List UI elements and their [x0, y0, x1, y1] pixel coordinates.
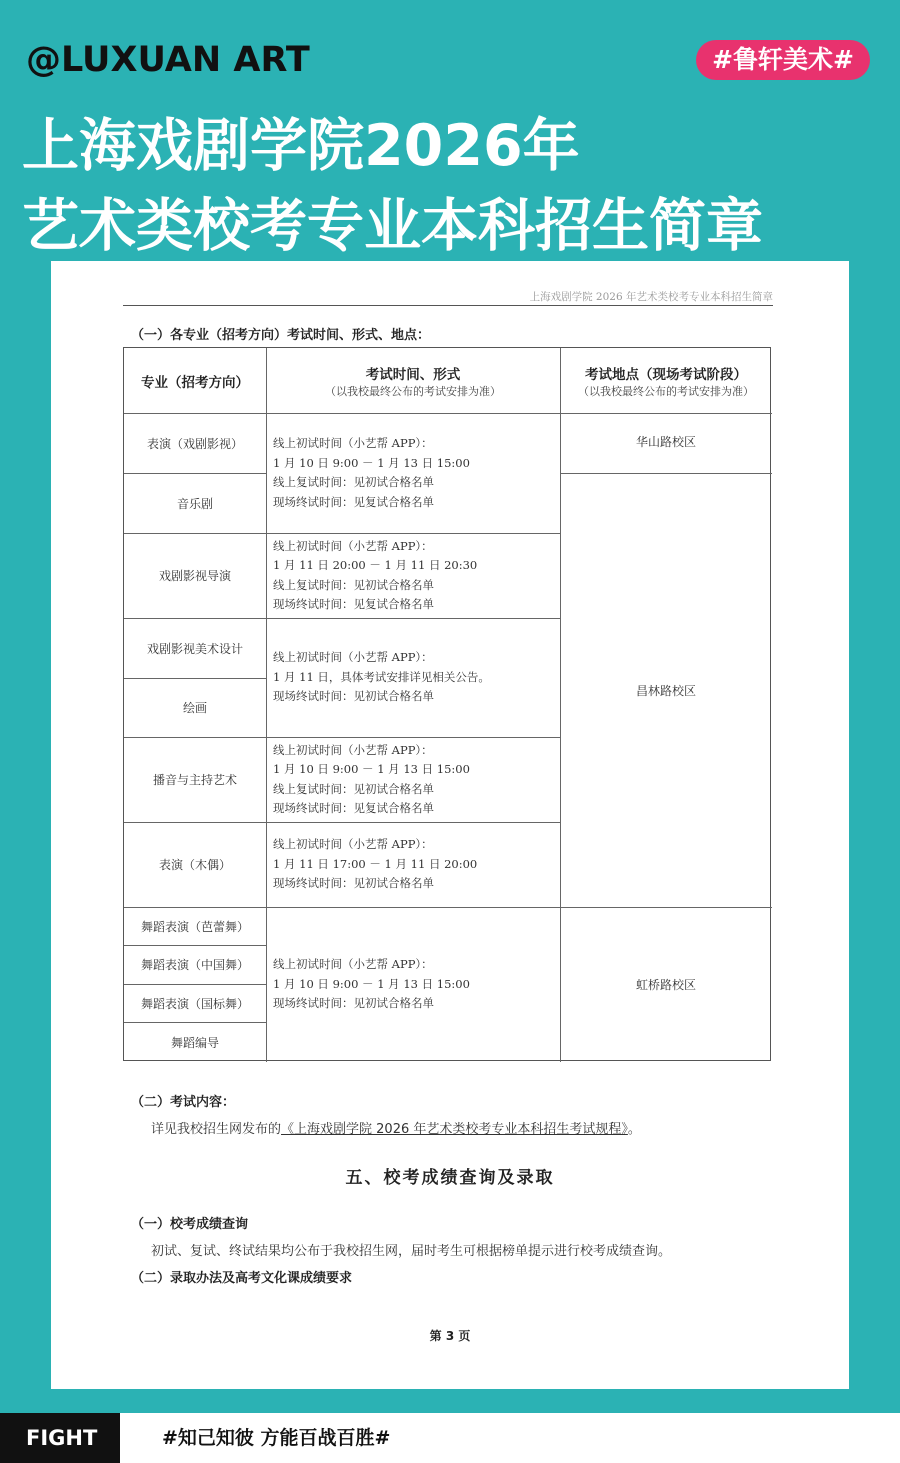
exam-info-line: 1 月 10 日 9:00 － 1 月 13 日 15:00	[273, 762, 470, 776]
header-exam-location-main: 考试地点（现场考试阶段）	[585, 366, 747, 383]
hashtag-badge: #鲁轩美术#	[696, 40, 870, 80]
major-cell: 舞蹈编导	[170, 1035, 219, 1050]
exam-info-line: 线上初试时间（小艺帮 APP）：	[273, 957, 433, 972]
header-exam-time-note: （以我校最终公布的考试安排为准）	[325, 384, 501, 398]
exam-info-line: 现场终试时间：见初试合格名单	[273, 689, 434, 704]
exam-info-line: 1 月 11 日，具体考试安排详见相关公告。	[273, 669, 490, 684]
document-page	[51, 261, 849, 1389]
footer-bar	[0, 1413, 900, 1463]
chapter-title: 五、校考成绩查询及录取	[345, 1168, 555, 1188]
exam-info-cell	[266, 533, 560, 618]
exam-content-suffix: 。	[627, 1122, 641, 1137]
exam-info-line: 线上初试时间（小艺帮 APP）：	[273, 650, 433, 665]
exam-info-line: 现场终试时间：见初试合格名单	[273, 876, 434, 891]
header-exam-location	[560, 348, 772, 413]
location-cell: 虹桥路校区	[635, 978, 696, 992]
page-title-line-2: 艺术类校考专业本科招生简章	[22, 193, 763, 259]
exam-info-cell	[266, 618, 560, 737]
exam-info-cell	[266, 907, 560, 1062]
section-heading-score-query: （一）校考成绩查询	[131, 1217, 249, 1232]
exam-info-line: 1 月 11 日 17:00 － 1 月 11 日 20:00	[273, 856, 478, 871]
major-cell: 舞蹈表演（芭蕾舞）	[140, 919, 249, 934]
major-cell: 绘画	[182, 701, 207, 715]
major-cell: 戏剧影视导演	[158, 569, 231, 583]
exam-info-line: 线上初试时间（小艺帮 APP）：	[273, 436, 433, 450]
major-cell: 音乐剧	[176, 496, 213, 511]
major-cell: 表演（木偶）	[158, 858, 231, 872]
exam-info-line: 现场终试时间：见复试合格名单	[273, 597, 434, 611]
major-cell: 舞蹈表演（国标舞）	[140, 996, 249, 1011]
exam-info-line: 1 月 11 日 20:00 － 1 月 11 日 20:30	[273, 558, 478, 572]
exam-info-line: 现场终试时间：见复试合格名单	[273, 494, 434, 509]
major-cell: 表演（戏剧影视）	[146, 436, 243, 451]
exam-schedule-table	[123, 347, 771, 1061]
exam-info-cell	[266, 413, 560, 533]
exam-info-line: 现场终试时间：见初试合格名单	[273, 996, 434, 1011]
header-major: 专业（招考方向）	[141, 374, 249, 391]
header-exam-time-main: 考试时间、形式	[365, 366, 461, 383]
exam-content-text	[151, 1118, 641, 1137]
section-heading-admission: （二）录取办法及高考文化课成绩要求	[131, 1271, 353, 1286]
exam-info-cell	[266, 737, 560, 822]
exam-info-line: 1 月 10 日 9:00 － 1 月 13 日 15:00	[273, 976, 470, 991]
brand-handle: @LUXUAN ART	[26, 40, 310, 80]
location-cell: 昌林路校区	[635, 683, 696, 698]
header-exam-time	[266, 348, 560, 413]
section-heading-exam-schedule: （一）各专业（招考方向）考试时间、形式、地点：	[131, 328, 431, 343]
major-cell: 播音与主持艺术	[152, 773, 237, 787]
exam-info-line: 线上初试时间（小艺帮 APP）：	[273, 538, 433, 553]
exam-info-line: 现场终试时间：见复试合格名单	[273, 801, 434, 815]
page-title-line-1: 上海戏剧学院2026年	[22, 113, 580, 179]
location-cell: 华山路校区	[635, 435, 696, 449]
exam-info-line: 线上复试时间：见初试合格名单	[273, 475, 434, 489]
major-cell: 戏剧影视美术设计	[146, 641, 243, 656]
exam-info-line: 1 月 10 日 9:00 － 1 月 13 日 15:00	[273, 455, 470, 470]
header-exam-location-note: （以我校最终公布的考试安排为准）	[578, 384, 754, 398]
exam-info-line: 线上复试时间：见初试合格名单	[273, 781, 434, 796]
running-head: 上海戏剧学院 2026 年艺术类校考专业本科招生简章	[123, 290, 773, 306]
score-query-text: 初试、复试、终试结果均公布于我校招生网，届时考生可根据榜单提示进行校考成绩查询。	[151, 1244, 672, 1259]
exam-info-cell	[266, 822, 560, 907]
footer-label: FIGHT	[0, 1413, 120, 1463]
exam-content-prefix: 详见我校招生网发布的	[151, 1122, 282, 1137]
footer-slogan: #知己知彼 方能百战百胜#	[162, 1427, 391, 1449]
exam-info-line: 线上初试时间（小艺帮 APP）：	[273, 742, 433, 757]
exam-rules-link[interactable]: 《上海戏剧学院 2026 年艺术类校考专业本科招生考试规程》	[281, 1122, 628, 1137]
page-number: 第 3 页	[429, 1329, 471, 1343]
section-heading-exam-content: （二）考试内容：	[131, 1095, 236, 1110]
major-cell: 舞蹈表演（中国舞）	[140, 958, 249, 972]
exam-info-line: 线上初试时间（小艺帮 APP）：	[273, 837, 433, 852]
exam-info-line: 线上复试时间：见初试合格名单	[273, 577, 434, 592]
